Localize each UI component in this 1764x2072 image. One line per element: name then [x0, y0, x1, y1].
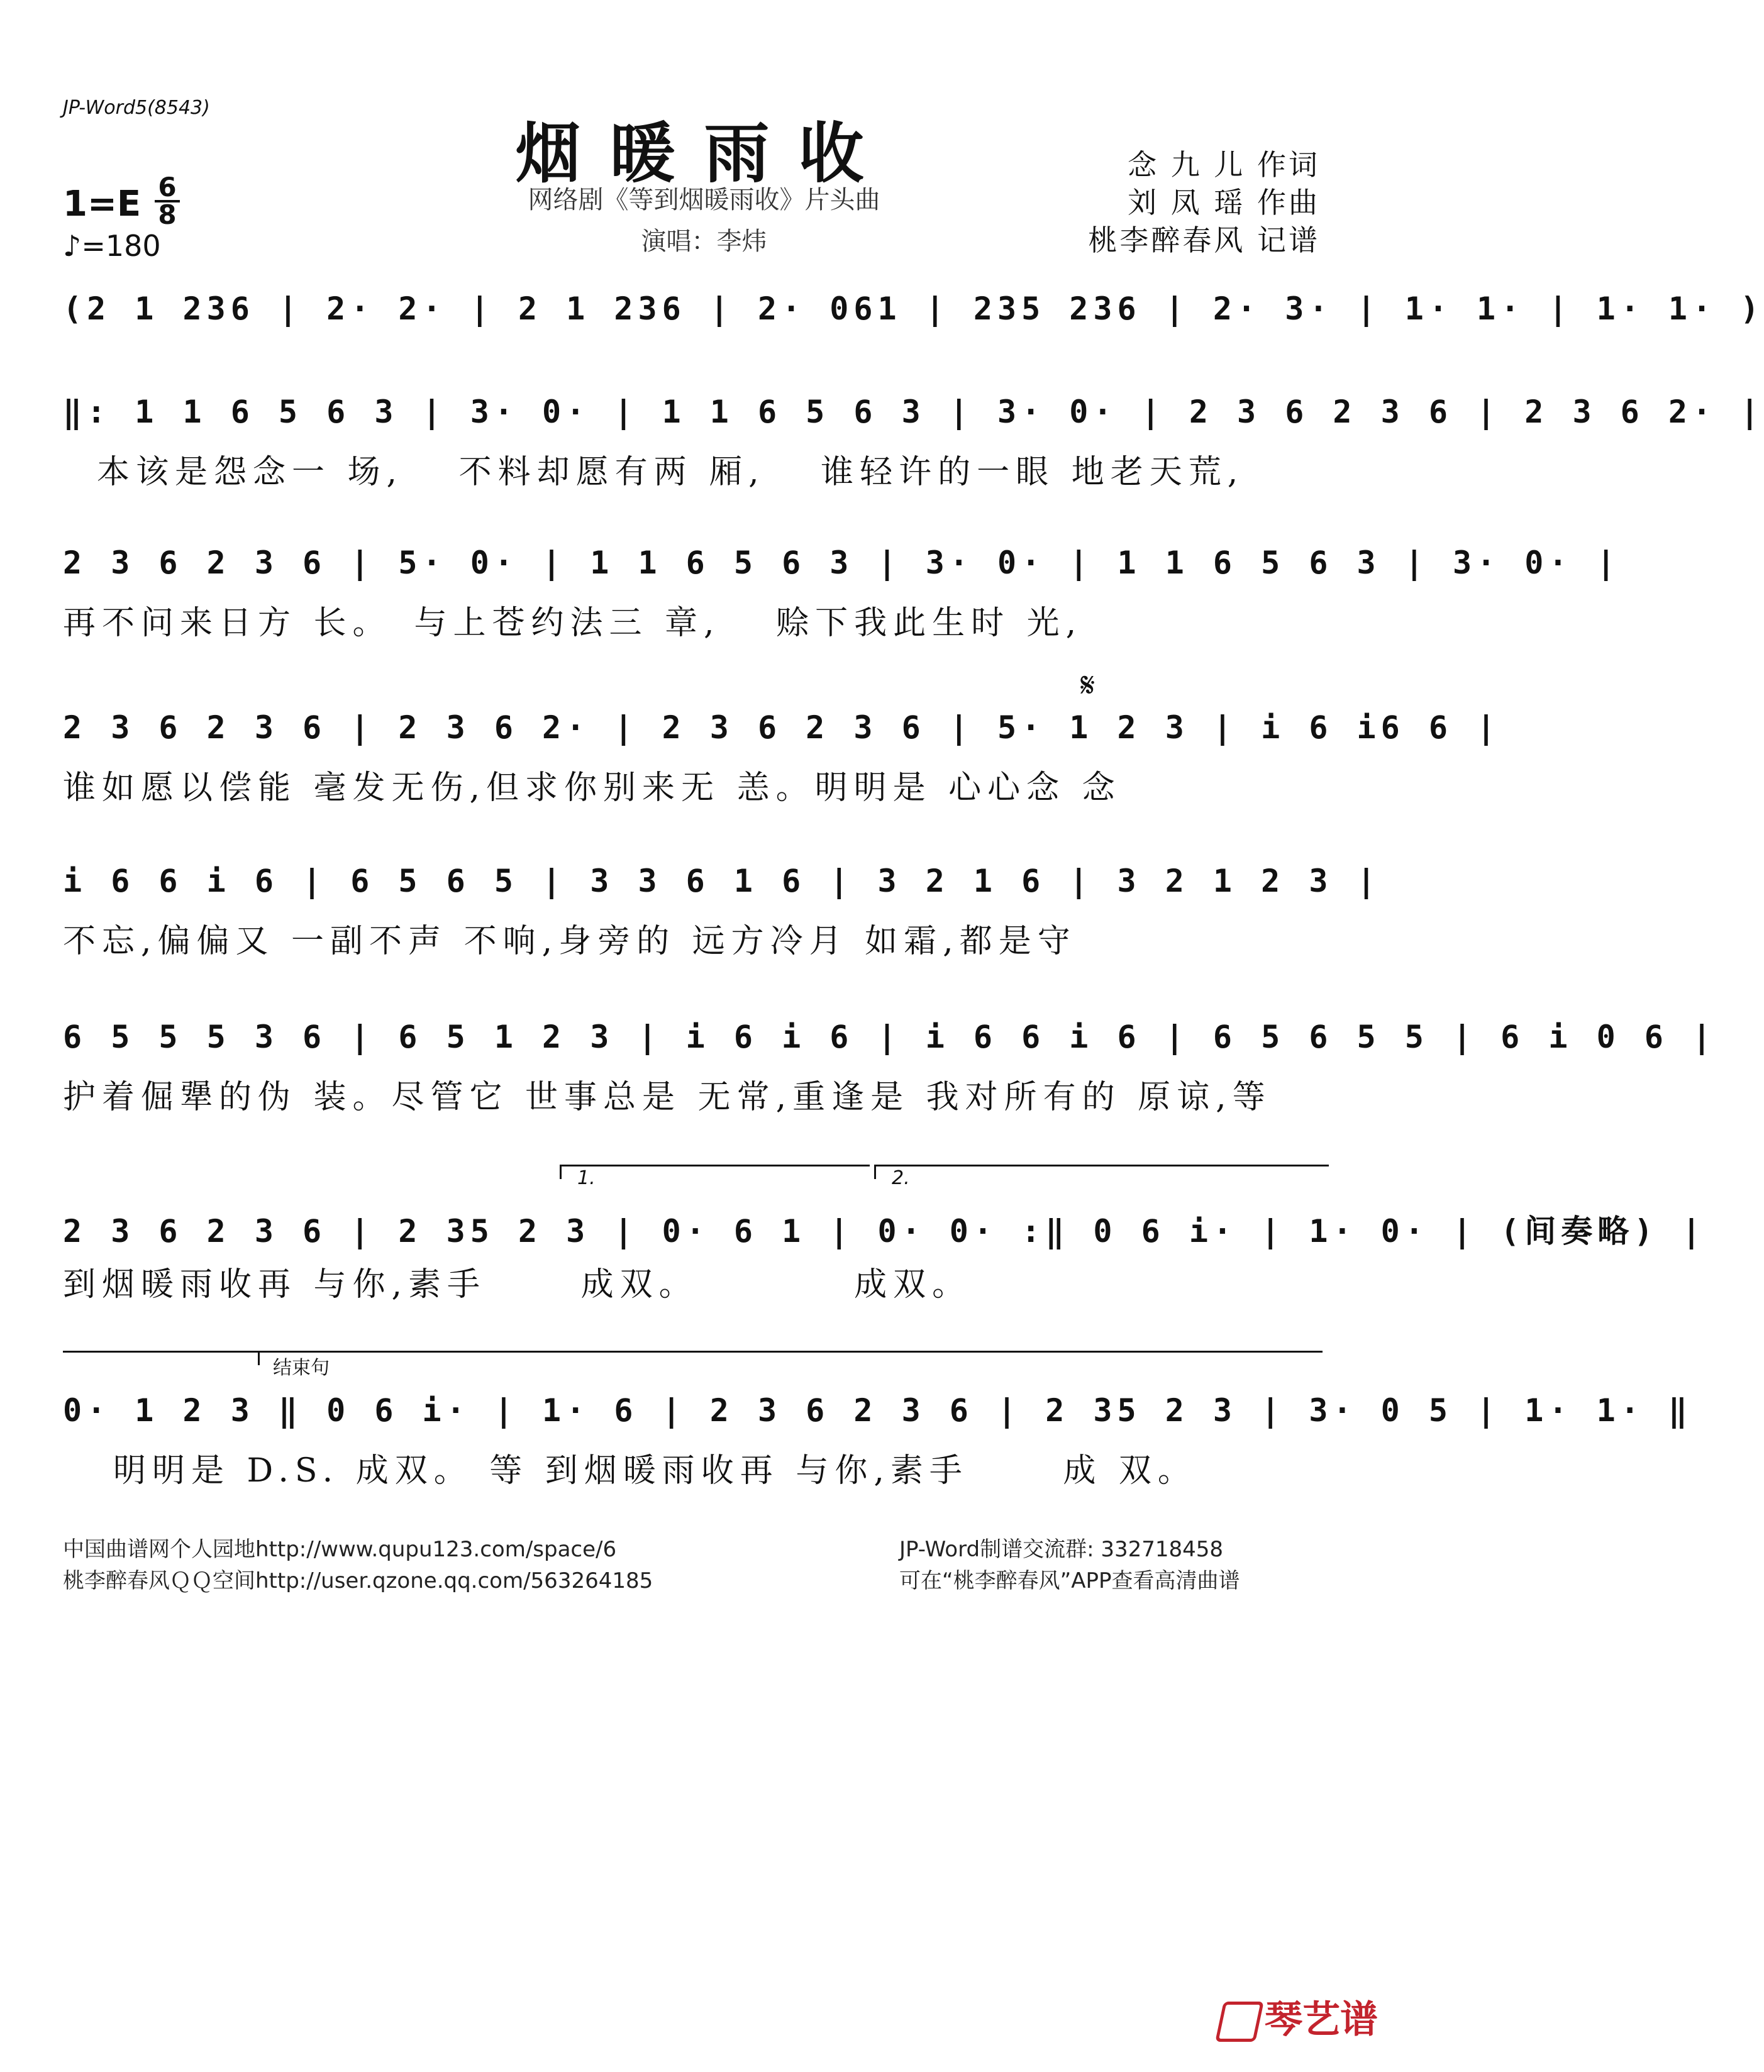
logo-text: 琴艺谱	[1265, 1998, 1378, 2042]
time-signature-bottom: 8	[158, 199, 177, 230]
lyrics-line: 本该是怨念一 场, 不料却愿有两 厢, 谁轻许的一眼 地老天荒,	[97, 453, 1245, 491]
lyricist-credit: 念 九 儿 作词	[1128, 148, 1320, 182]
time-signature	[155, 172, 180, 230]
volta-label-1: 1.	[577, 1167, 596, 1189]
volta-label-2: 2.	[892, 1167, 910, 1189]
volta-bracket-1	[560, 1165, 870, 1179]
song-subtitle: 网络剧《等到烟暖雨收》片头曲	[528, 186, 880, 214]
ending-label: 结束句	[273, 1357, 330, 1379]
footer-left-line-2: 桃李醉春风ＱＱ空间http://user.qzone.qq.com/563264185	[63, 1568, 653, 1593]
footer-right-line-2: 可在“桃李醉春风”APP查看高清曲谱	[899, 1568, 1240, 1593]
notes-line: (2 1 236 | 2· 2· | 2 1 236 | 2· 061 | 235 236 | 2· 3· | 1· 1· | 1· 1· )	[63, 291, 1764, 327]
song-title: 烟暖雨收	[515, 114, 893, 192]
lyrics-line: 谁如愿以偿能 毫发无伤,但求你别来无 恙。明明是 心心念 念	[63, 769, 1121, 807]
ending-bracket-left	[63, 1351, 258, 1365]
lyrics-line: 护着倔犟的伪 装。尽管它 世事总是 无常,重逢是 我对所有的 原谅,等	[63, 1078, 1272, 1116]
composer-credit: 刘 凤 瑶 作曲	[1128, 186, 1320, 219]
logo-mark-icon	[1215, 2002, 1264, 2042]
notes-line: 6 5 5 5 3 6 | 6 5 1 2 3 | i 6 i 6 | i 6 6 i 6 | 6 5 6 5 5 | 6 i 0 6 |	[63, 1019, 1717, 1055]
lyrics-line: 到烟暖雨收再 与你,素手 成双。 成双。	[63, 1266, 972, 1304]
notes-line: 2 3 6 2 3 6 | 5· 0· | 1 1 6 5 6 3 | 3· 0· | 1 1 6 5 6 3 | 3· 0· |	[63, 545, 1621, 581]
notes-line: 2 3 6 2 3 6 | 2 35 2 3 | 0· 6 1 | 0· 0· :‖ 0 6 i· | 1· 0· | (间奏略) |	[63, 1213, 1706, 1249]
volta-bracket-2	[874, 1165, 1329, 1179]
lyrics-line: 不忘,偏偏又 一副不声 不响,身旁的 远方冷月 如霜,都是守	[63, 922, 1077, 960]
lyrics-line: 明明是 D.S. 成双。 等 到烟暖雨收再 与你,素手 成 双。	[113, 1452, 1197, 1490]
software-label: JP-Word5(8543)	[63, 97, 210, 119]
footer-left-line-1: 中国曲谱网个人园地http://www.qupu123.com/space/6	[63, 1537, 617, 1562]
transcriber-credit: 桃李醉春风 记谱	[1088, 223, 1320, 257]
footer-right-line-1: JP-Word制谱交流群: 332718458	[899, 1537, 1224, 1562]
site-logo	[1219, 1990, 1378, 2044]
key-signature: 1=E	[63, 184, 141, 224]
tempo-marking: ♪=180	[63, 229, 161, 263]
notes-line: 2 3 6 2 3 6 | 2 3 6 2· | 2 3 6 2 3 6 | 5· 1 2 3 | i 6 i6 6 |	[63, 709, 1501, 746]
ending-bracket	[258, 1351, 1323, 1365]
notes-line: i 6 6 i 6 | 6 5 6 5 | 3 3 6 1 6 | 3 2 1 6 | 3 2 1 2 3 |	[63, 863, 1381, 899]
segno-sign: 𝄋	[1080, 665, 1096, 705]
notes-line: ‖: 1 1 6 5 6 3 | 3· 0· | 1 1 6 5 6 3 | 3· 0· | 2 3 6 2 3 6 | 2 3 6 2· |	[63, 394, 1764, 430]
lyrics-line: 再不问来日方 长。 与上苍约法三 章, 赊下我此生时 光,	[63, 604, 1083, 642]
singer-label: 演唱：李炜	[641, 227, 767, 256]
notes-line: 0· 1 2 3 ‖ 0 6 i· | 1· 6 | 2 3 6 2 3 6 | 2 35 2 3 | 3· 0 5 | 1· 1· ‖	[63, 1392, 1692, 1429]
time-signature-top: 6	[158, 172, 177, 202]
